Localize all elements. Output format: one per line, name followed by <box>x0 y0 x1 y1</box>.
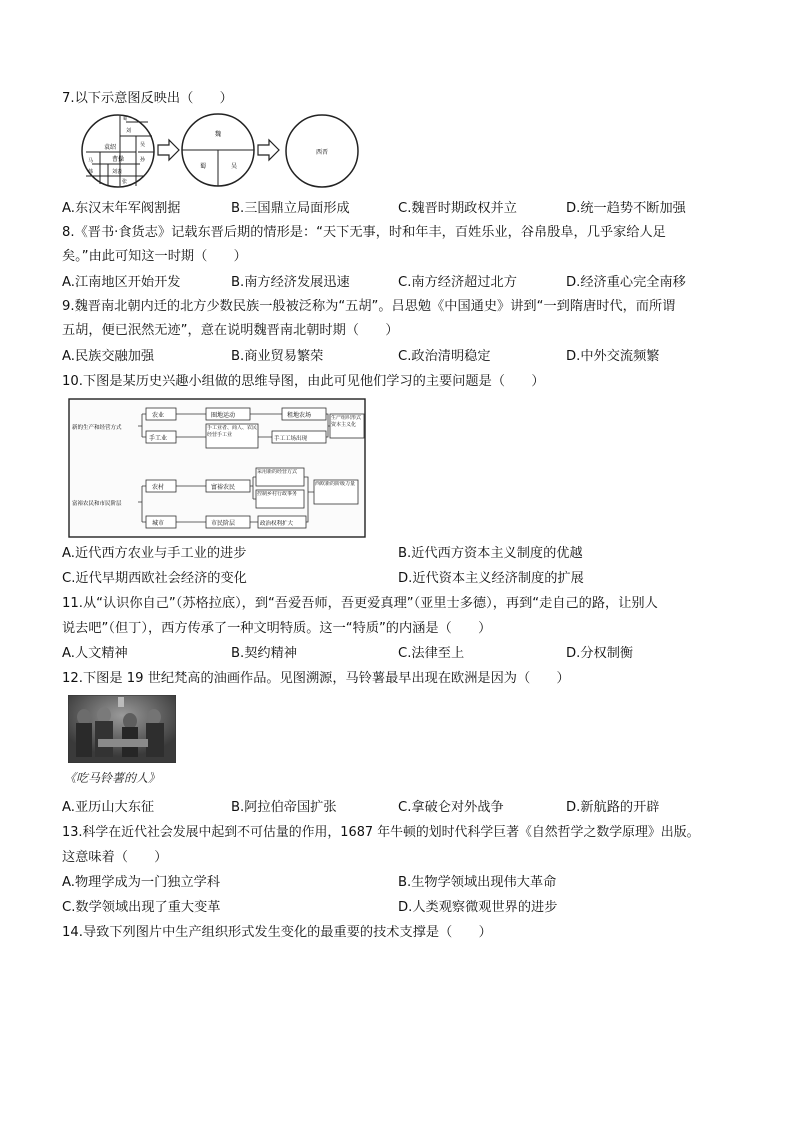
q7-arrow-1 <box>158 140 179 160</box>
q7-option-b[interactable]: B.三国鼎立局面形成 <box>231 201 350 216</box>
q13-option-a[interactable]: A.物理学成为一门独立学科 <box>62 875 221 890</box>
q14-stem: 14.导致下列图片中生产组织形式发生变化的最重要的技术支撑是（ ） <box>62 925 492 940</box>
q12-option-b[interactable]: B.阿拉伯帝国扩张 <box>231 800 337 815</box>
q7-label: 孙 <box>140 157 146 163</box>
q8-option-b[interactable]: B.南方经济发展迅速 <box>231 275 350 290</box>
q7-label: 蜀 <box>200 163 207 170</box>
q7-label: 张 <box>122 179 128 185</box>
q12-option-c[interactable]: C.拿破仑对外战争 <box>398 800 504 815</box>
q7-label: 蜀 <box>123 116 127 121</box>
q7-arrow-2 <box>258 140 279 160</box>
q7-stem: 7.以下示意图反映出（ ） <box>62 91 233 106</box>
q13-stem-line-2: 这意味着（ ） <box>62 850 168 865</box>
q10-node-farm: 租地农场 <box>287 412 312 419</box>
q7-label: 刘 <box>126 128 132 134</box>
q7-option-c[interactable]: C.魏晋时期政权并立 <box>398 201 517 216</box>
q13-option-d[interactable]: D.人类观察微观世界的进步 <box>398 900 558 915</box>
q10-node-result-2: 西欧新的阶级力量 <box>315 481 356 487</box>
q10-node-workshop: 手工工场出现 <box>274 436 308 442</box>
q11-option-d[interactable]: D.分权制衡 <box>566 646 634 661</box>
q9-stem-line-1: 9.魏晋南北朝内迁的北方少数民族一般被泛称为“五胡”。吕思勉《中国通史》讲到“一到隋唐时代，而所谓 <box>62 299 676 314</box>
q7-label: 刘表 <box>112 169 123 175</box>
q8-option-c[interactable]: C.南方经济超过北方 <box>398 275 517 290</box>
q10-mindmap <box>68 398 366 538</box>
q7-circle-3 <box>286 115 358 187</box>
q7-label: 魏 <box>215 131 222 138</box>
q7-circle-2 <box>182 114 254 186</box>
q10-node-new-methods: 采用新的经营方式 <box>257 469 298 475</box>
q10-option-d[interactable]: D.近代资本主义经济制度的扩展 <box>398 571 584 586</box>
q10-option-a[interactable]: A.近代西方农业与手工业的进步 <box>62 546 247 561</box>
q8-option-a[interactable]: A.江南地区开始开发 <box>62 275 181 290</box>
q10-node-handicraft: 手工业 <box>149 435 168 442</box>
q7-option-d[interactable]: D.统一趋势不断加强 <box>566 201 686 216</box>
q11-option-b[interactable]: B.契约精神 <box>231 646 297 661</box>
q8-stem-line-2: 矣。”由此可知这一时期（ ） <box>62 249 247 264</box>
q10-option-b[interactable]: B.近代西方资本主义制度的优越 <box>398 546 583 561</box>
q12-stem: 12.下图是 19 世纪梵高的油画作品。见图溯源，马铃薯最早出现在欧洲是因为（ ） <box>62 671 570 686</box>
q9-stem-line-2: 五胡，便已泯然无迹”，意在说明魏晋南北朝时期（ ） <box>62 323 399 338</box>
q10-node-result-1: 生产组织形式资本主义化 <box>331 415 362 428</box>
q11-stem-line-1: 11.从“认识你自己”（苏格拉底），到“吾爱吾师，吾更爱真理”（亚里士多德），再到“走自己的路，让别人 <box>62 596 658 611</box>
q7-diagram <box>76 112 396 194</box>
q10-node-enclosure: 圈地运动 <box>211 412 236 419</box>
q7-label: 吴 <box>231 163 238 170</box>
q11-option-a[interactable]: A.人文精神 <box>62 646 128 661</box>
q12-painting <box>68 695 176 763</box>
q7-label: 西晋 <box>316 149 329 156</box>
q12-option-d[interactable]: D.新航路的开辟 <box>566 800 660 815</box>
q7-label: 袁绍 <box>104 144 117 151</box>
q10-node-rights: 政治权利扩大 <box>260 521 294 527</box>
q9-option-b[interactable]: B.商业贸易繁荣 <box>231 349 324 364</box>
q7-label: 吴 <box>140 142 146 148</box>
q9-option-c[interactable]: C.政治清明稳定 <box>398 349 491 364</box>
q7-label: 韩 <box>88 169 94 175</box>
q10-stem: 10.下图是某历史兴趣小组做的思维导图，由此可见他们学习的主要问题是（ ） <box>62 374 545 389</box>
q10-node-root-2: 富裕农民和市民阶层 <box>72 501 122 507</box>
q10-node-rich-farmers: 富裕农民 <box>211 484 236 491</box>
q9-option-a[interactable]: A.民族交融加强 <box>62 349 155 364</box>
q7-option-a[interactable]: A.东汉末年军阀割据 <box>62 201 181 216</box>
q10-option-c[interactable]: C.近代早期西欧社会经济的变化 <box>62 571 247 586</box>
q8-option-d[interactable]: D.经济重心完全南移 <box>566 275 686 290</box>
q7-label: 曹操 <box>112 156 125 163</box>
q13-option-b[interactable]: B.生物学领域出现伟大革命 <box>398 875 557 890</box>
q10-node-workers: 手工业者、商人、农民经营手工业 <box>207 425 257 438</box>
q12-option-a[interactable]: A.亚历山大东征 <box>62 800 155 815</box>
q10-node-village: 农村 <box>152 484 165 491</box>
q10-node-root-1: 新的生产和经营方式 <box>72 425 122 431</box>
q13-option-c[interactable]: C.数学领域出现了重大变革 <box>62 900 221 915</box>
q10-node-citizens: 市民阶层 <box>211 520 236 527</box>
q11-stem-line-2: 说去吧”（但丁），西方传承了一种文明特质。这一“特质”的内涵是（ ） <box>62 621 492 636</box>
q8-stem-line-1: 8.《晋书·食货志》记载东晋后期的情形是：“天下无事，时和年丰，百姓乐业，谷帛殷阜，几乎家给人足 <box>62 225 666 240</box>
q13-stem-line-1: 13.科学在近代社会发展中起到不可估量的作用，1687 年牛顿的划时代科学巨著《自然哲学之数学原理》出版。 <box>62 825 700 840</box>
q10-node-control: 控制乡村行政事务 <box>257 491 298 497</box>
q7-circle-1 <box>82 115 154 187</box>
q9-option-d[interactable]: D.中外交流频繁 <box>566 349 660 364</box>
q12-caption: 《吃马铃薯的人》 <box>64 771 161 785</box>
q7-label: 马 <box>88 158 94 164</box>
q10-node-city: 城市 <box>152 520 165 527</box>
q10-node-agriculture: 农业 <box>152 412 165 419</box>
q11-option-c[interactable]: C.法律至上 <box>398 646 465 661</box>
